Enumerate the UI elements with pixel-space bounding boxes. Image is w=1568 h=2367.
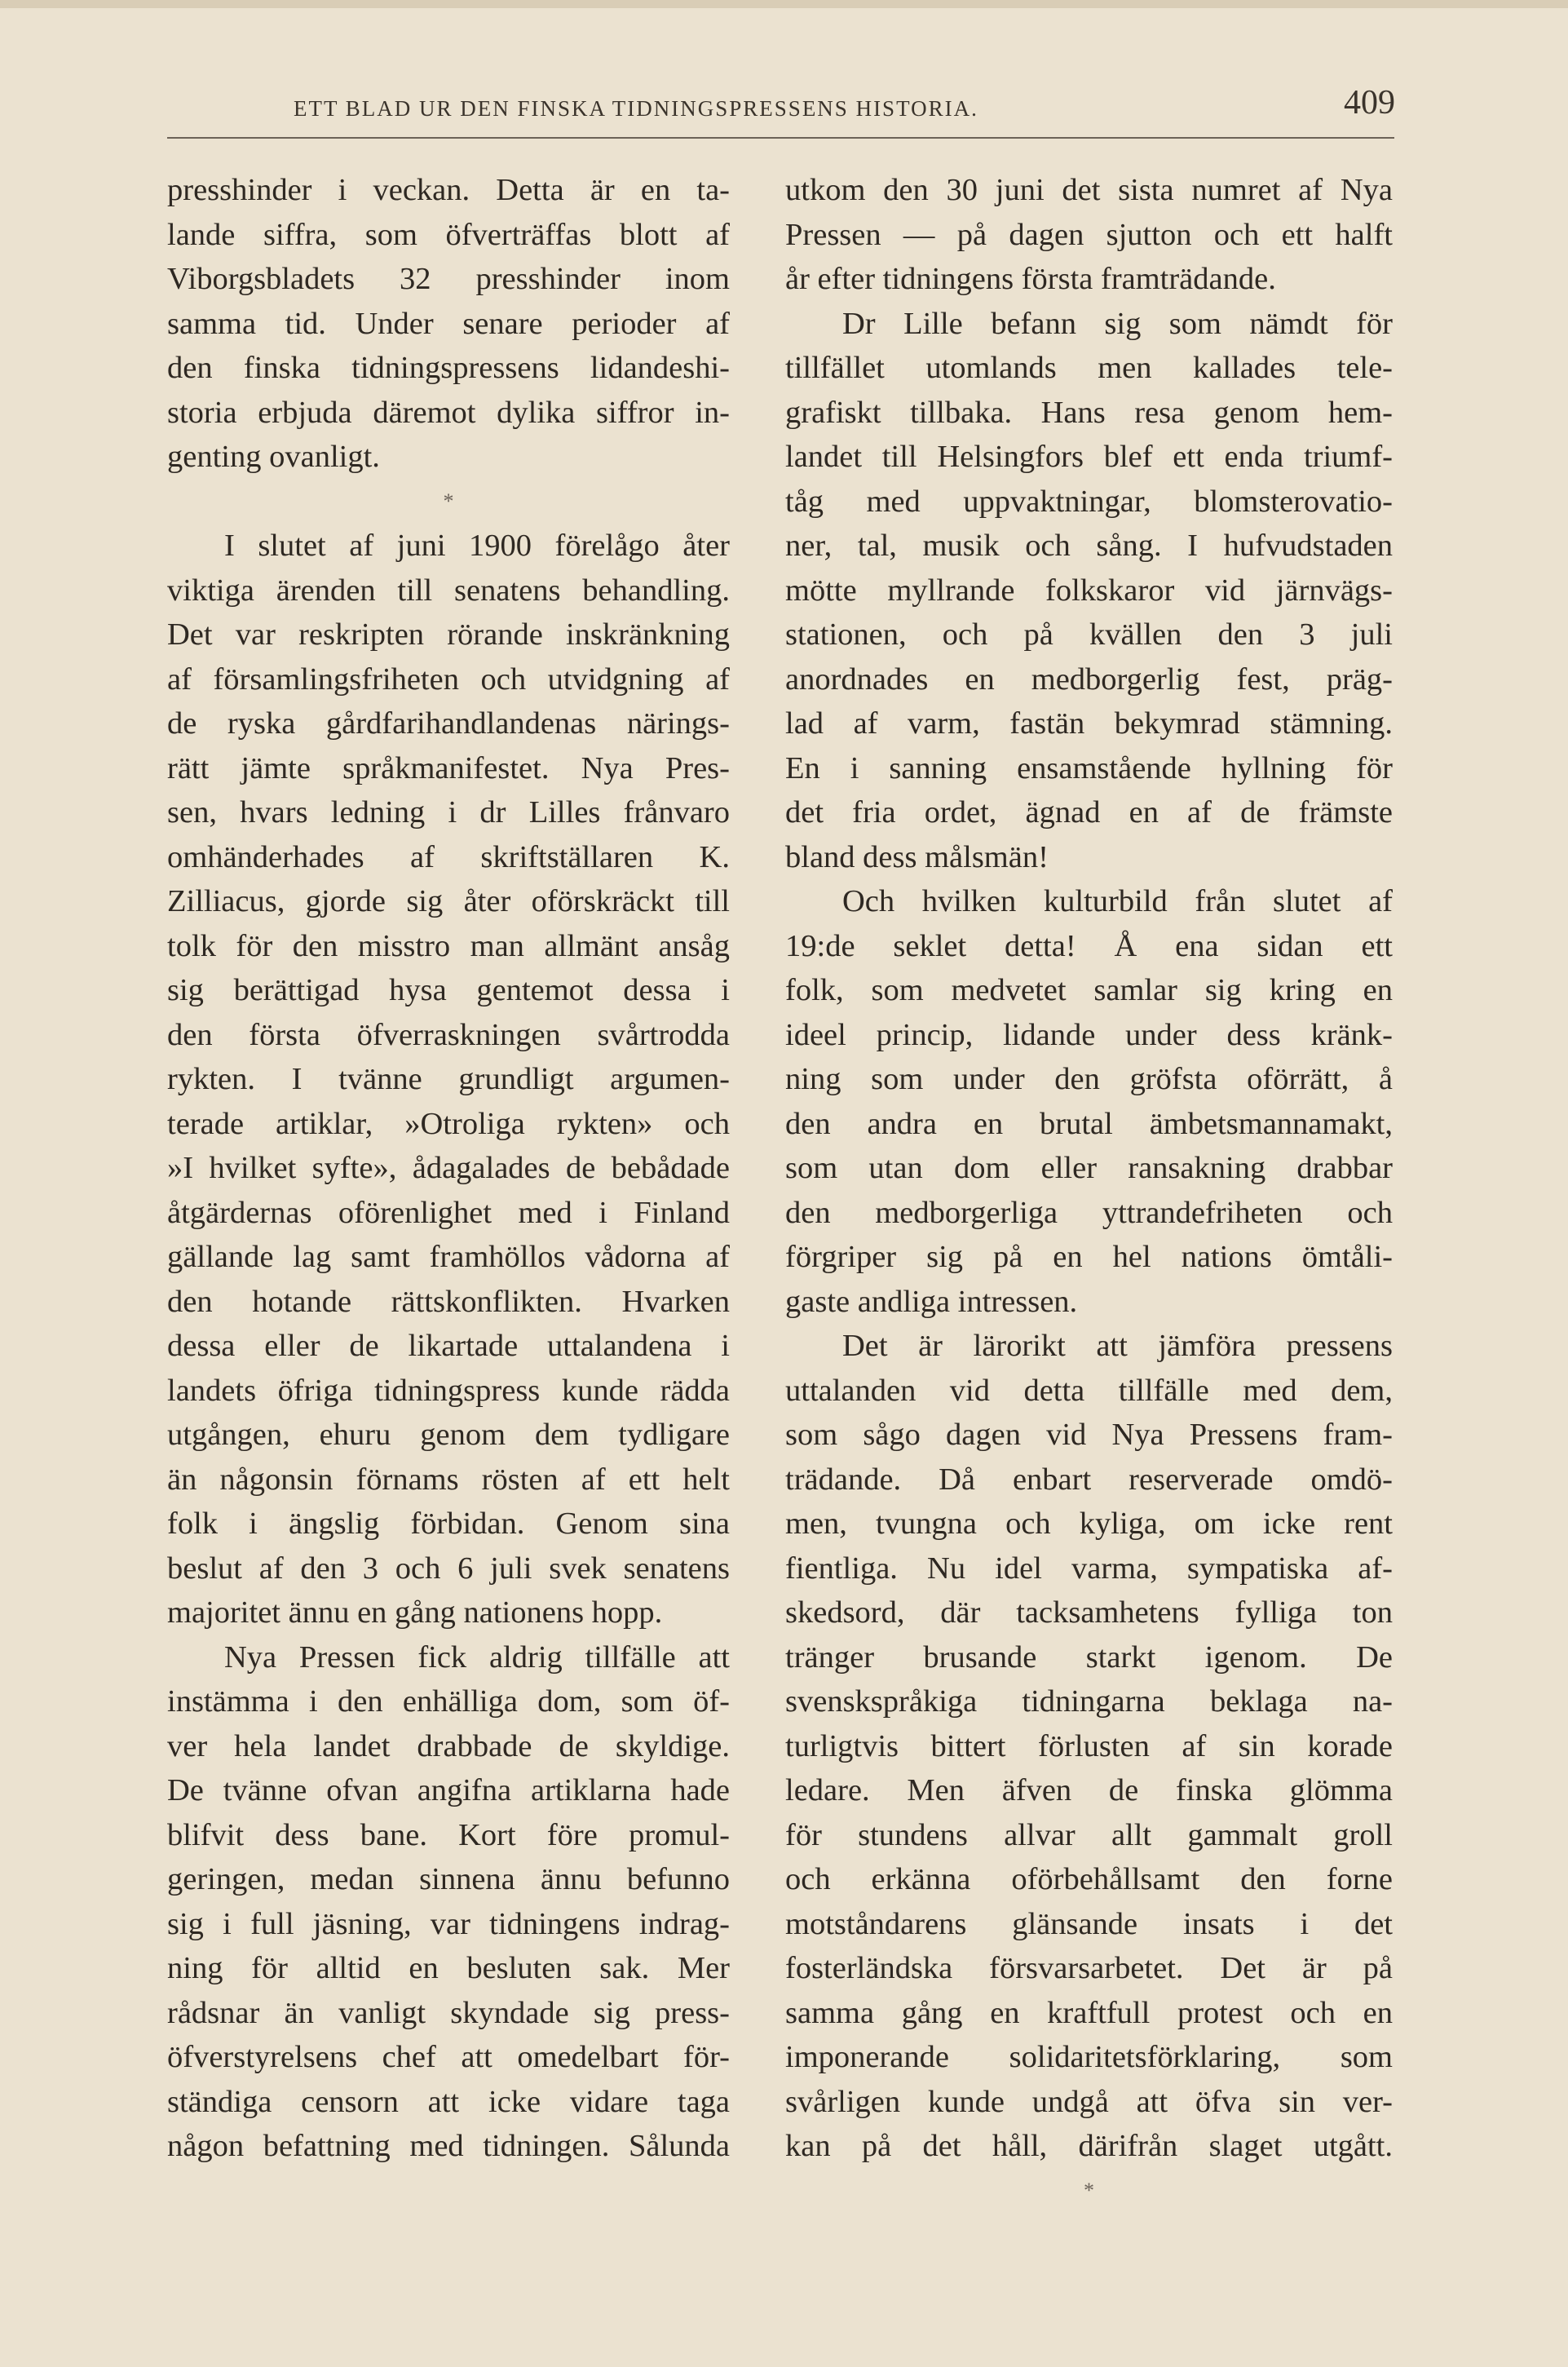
text-line: utkom den 30 juni det sista numret af Nya [785,173,1393,207]
text-line: majoritet ännu en gång nationens hopp. [167,1595,663,1630]
text-line: folk i ängslig förbidan. Genom sina [167,1506,730,1541]
text-line: kan på det håll, därifrån slaget utgått. [785,2129,1393,2163]
text-line: utgången, ehuru genom dem tydligare [167,1418,730,1452]
text-line: sig i full jäsning, var tidningens indrag- [167,1906,730,1941]
text-line: men, tvungna och kyliga, om icke rent [785,1506,1393,1541]
text-line: Nya Pressen fick aldrig tillfälle att [224,1639,730,1675]
text-line: En i sanning ensamstående hyllning för [785,750,1393,785]
text-line: Det var reskripten rörande inskränkning [167,617,730,652]
text-line: motståndarens glänsande insats i det [785,1906,1393,1941]
text-line: den första öfverraskningen svårtrodda [167,1017,730,1052]
text-line: presshinder i veckan. Detta är en ta- [167,173,730,207]
section-separator: * [1084,2178,1094,2202]
text-line: geringen, medan sinnena ännu befunno [167,1862,730,1896]
text-line: turligtvis bittert förlusten af sin korade [785,1728,1393,1763]
page-top-edge [0,0,1568,8]
text-line: ständiga censorn att icke vidare taga [167,2084,730,2119]
text-line: ner, tal, musik och sång. I hufvudstaden [785,529,1393,563]
text-line: ideel princip, lidande under dess kränk- [785,1017,1393,1052]
right-text-column [785,168,1393,2213]
text-line: öfverstyrelsens chef att omedelbart för- [167,2040,730,2074]
text-line: storia erbjuda däremot dylika siffror in- [167,395,730,430]
text-line: bland dess målsmän! [785,839,1049,874]
text-line: ledare. Men äfven de finska glömma [785,1773,1393,1807]
text-line: Det är lärorikt att jämföra pressens [842,1329,1393,1363]
text-line: ning för alltid en besluten sak. Mer [167,1951,730,1985]
text-line: ning som under den gröfsta oförrätt, å [785,1062,1393,1096]
text-line: skedsord, där tacksamhetens fylliga ton [785,1595,1393,1630]
text-line: instämma i den enhälliga dom, som öf- [167,1684,730,1719]
text-line: samma gång en kraftfull protest och en [785,1995,1393,2030]
text-line: anordnades en medborgerlig fest, präg- [785,661,1393,697]
text-line: Dr Lille befann sig som nämdt för [842,306,1393,341]
left-text-column [167,168,730,2169]
text-line: genting ovanligt. [167,440,380,474]
text-line: mötte myllrande folkskaror vid järnvägs- [785,573,1393,608]
text-line: I slutet af juni 1900 förelågo åter [224,529,730,563]
text-line: som sågo dagen vid Nya Pressens fram- [785,1418,1393,1452]
text-line: Zilliacus, gjorde sig åter oförskräckt till [167,884,730,918]
text-line: rådsnar än vanligt skyndade sig press- [167,1995,730,2030]
text-line: fientliga. Nu idel varma, sympatiska af- [785,1551,1393,1586]
page-number: 409 [1344,84,1395,122]
text-line: viktiga ärenden till senatens behandling. [167,573,730,608]
text-line: som utan dom eller ransakning drabbar [785,1151,1393,1185]
text-line: för stundens allvar allt gammalt groll [785,1817,1393,1852]
text-line: beslut af den 3 och 6 juli svek senatens [167,1551,730,1586]
text-line: imponerande solidaritetsförklaring, som [785,2040,1393,2074]
text-line: år efter tidningens första framträdande. [785,262,1276,296]
text-line: stationen, och på kvällen den 3 juli [785,617,1393,652]
text-line: rätt jämte språkmanifestet. Nya Pres- [167,750,730,785]
text-line: ver hela landet drabbade de skyldige. [167,1728,730,1763]
text-line: svårligen kunde undgå att öfva sin ver- [785,2084,1393,2119]
text-line: landets öfriga tidningspress kunde rädda [167,1373,730,1408]
text-line: den finska tidningspressens lidandeshi- [167,351,730,385]
text-line: uttalanden vid detta tillfälle med dem, [785,1373,1393,1408]
text-line: tåg med uppvaktningar, blomsterovatio- [785,484,1393,519]
text-line: Pressen — på dagen sjutton och ett halft [785,217,1393,252]
text-line: lande siffra, som öfverträffas blott af [167,217,730,252]
text-line: än någonsin förnams rösten af ett helt [167,1462,730,1497]
text-line: »I hvilket syfte», ådagalades de bebådade [167,1151,730,1185]
text-line: någon befattning med tidningen. Sålunda [167,2129,730,2163]
text-line: tillfället utomlands men kallades tele- [785,351,1393,385]
text-line: den hotande rättskonflikten. Hvarken [167,1284,730,1319]
text-line: och erkänna oförbehållsamt den forne [785,1862,1393,1896]
text-line: gällande lag samt framhöllos vådorna af [167,1240,730,1274]
text-line: förgriper sig på en hel nations ömtåli- [785,1240,1393,1274]
text-line: lad af varm, fastän bekymrad stämning. [785,706,1393,741]
text-line: omhänderhades af skriftställaren K. [167,839,730,874]
text-line: tolk för den misstro man allmänt ansåg [167,928,730,963]
text-line: tränger brusande starkt igenom. De [785,1639,1393,1675]
text-line: 19:de seklet detta! Å ena sidan ett [785,928,1393,963]
text-line: dessa eller de likartade uttalandena i [167,1329,730,1363]
running-header: ETT BLAD UR DEN FINSKA TIDNINGSPRESSENS HISTORIA. [294,96,978,121]
text-line: landet till Helsingfors blef ett enda triumf- [785,440,1393,474]
text-line: rykten. I tvänne grundligt argumen- [167,1062,730,1096]
text-line: terade artiklar, »Otroliga rykten» och [167,1106,730,1141]
text-line: åtgärdernas oförenlighet med i Finland [167,1195,730,1230]
text-line: trädande. Då enbart reserverade omdö- [785,1462,1393,1497]
header-rule [167,137,1394,139]
text-line: blifvit dess bane. Kort före promul- [167,1817,730,1852]
text-line: svenskspråkiga tidningarna beklaga na- [785,1684,1393,1719]
text-line: De tvänne ofvan angifna artiklarna hade [167,1773,730,1807]
text-line: de ryska gårdfarihandlandenas närings- [167,706,730,741]
section-separator: * [443,489,454,513]
text-line: gaste andliga intressen. [785,1284,1078,1319]
text-line: det fria ordet, ägnad en af de främste [785,795,1393,830]
text-line: den medborgerliga yttrandefriheten och [785,1195,1393,1230]
text-line: sig berättigad hysa gentemot dessa i [167,973,730,1007]
text-line: folk, som medvetet samlar sig kring en [785,973,1393,1007]
text-line: grafiskt tillbaka. Hans resa genom hem- [785,395,1393,430]
text-line: af församlingsfriheten och utvidgning af [167,661,730,697]
text-line: samma tid. Under senare perioder af [167,306,730,341]
text-line: sen, hvars ledning i dr Lilles frånvaro [167,795,730,830]
text-line: Och hvilken kulturbild från slutet af [842,884,1393,918]
text-line: den andra en brutal ämbetsmannamakt, [785,1106,1393,1141]
text-line: fosterländska försvarsarbetet. Det är på [785,1951,1393,1985]
text-line: Viborgsbladets 32 presshinder inom [167,262,730,296]
